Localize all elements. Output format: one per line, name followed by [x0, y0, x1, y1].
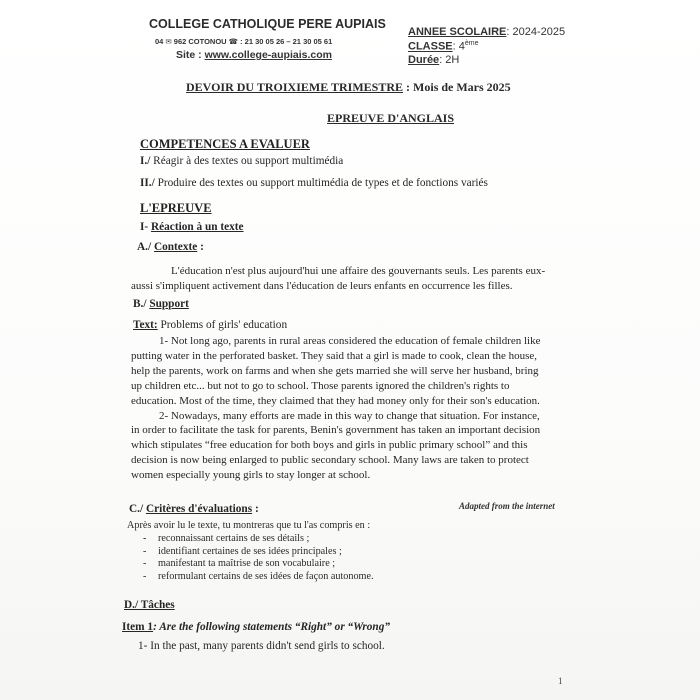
school-name: COLLEGE CATHOLIQUE PERE AUPIAIS: [149, 17, 386, 31]
classe-value: : 4: [452, 40, 465, 53]
devoir-label: DEVOIR DU TROIXIEME TRIMESTRE: [186, 80, 404, 94]
support-heading: [133, 298, 189, 310]
website-line: [176, 49, 332, 61]
contexte-heading: [137, 241, 204, 253]
classe-label: CLASSE: [408, 40, 453, 53]
contexte-title: Contexte: [153, 241, 198, 253]
criteres-list: [127, 520, 374, 584]
contexte-num: A./: [137, 241, 154, 253]
criteres-item: - reconnaissant certains de ses détails ;: [143, 532, 310, 544]
criteres-num: C./: [129, 503, 146, 515]
devoir-title: [186, 80, 511, 95]
site-label: Site :: [176, 49, 202, 61]
contexte-colon: :: [197, 241, 204, 253]
support-line: which stipulates “free education for both boys and girls in public primary school” and this: [131, 439, 528, 452]
criteres-colon: :: [252, 503, 259, 515]
taches-heading: D./ Tâches: [124, 599, 175, 611]
item-1-instruction-line: [122, 621, 390, 633]
criteres-heading: [129, 503, 259, 515]
page-number: 1: [558, 676, 563, 686]
competence-2-text: Produire des textes ou support multimédia de types et de fonctions variés: [154, 177, 488, 189]
section-1-num: I-: [140, 221, 151, 233]
duree-label: Durée: [408, 54, 440, 66]
school-year: [408, 26, 565, 38]
competence-2: [140, 177, 488, 189]
item-1-label: Item 1: [122, 621, 154, 633]
annee-value: : 2024-2025: [506, 26, 566, 38]
criteres-item: - reformulant certains de ses idées de façon autonome.: [143, 571, 374, 583]
item-1-statement: 1- In the past, many parents didn't send girls to school.: [138, 640, 385, 652]
contexte-line: L'éducation n'est plus aujourd'hui une affaire des gouvernants seuls. Les parents eux-: [171, 265, 546, 277]
support-line: up children etc... but not to go to school. Those parents ignored the children's rights to: [131, 379, 510, 392]
competence-1: [140, 155, 343, 167]
criteres-title: Critères d'évaluations: [145, 503, 253, 515]
text-title: Problems of girls' education: [157, 319, 288, 331]
support-title: Support: [149, 298, 189, 310]
contexte-paragraph: [131, 264, 545, 294]
section-1-heading: [140, 221, 244, 233]
support-line: 2- Nowadays, many efforts are made in this way to change that situation. For instance,: [159, 409, 540, 422]
competence-2-num: II./: [140, 177, 155, 189]
source-note: Adapted from the internet: [459, 501, 555, 511]
devoir-month: : Mois de Mars 2025: [403, 80, 511, 94]
section-1-title: Réaction à un texte: [150, 221, 244, 233]
class-line: [408, 40, 478, 53]
support-line: putting water in the perforated basket. They said that a girl is made to cook, clean the house,: [131, 349, 538, 362]
classe-sup: ème: [464, 40, 479, 47]
competence-1-text: Réagir à des textes ou support multimédia: [150, 155, 344, 167]
annee-label: ANNEE SCOLAIRE: [408, 26, 507, 38]
epreuve-heading: L'EPREUVE: [140, 201, 212, 215]
text-label: Text:: [133, 319, 158, 331]
criteres-item: - manifestant ta maîtrise de son vocabulaire ;: [143, 558, 336, 570]
site-url: www.college-aupiais.com: [204, 49, 332, 61]
support-line: 1- Not long ago, parents in rural areas considered the education of female children like: [159, 335, 541, 347]
support-line: in order to facilitate the task for parents, Benin's government has taken an important decision: [131, 424, 541, 437]
text-title-line: [133, 319, 287, 331]
support-num: B./: [133, 298, 150, 310]
epreuve-title: EPREUVE D'ANGLAIS: [327, 111, 455, 125]
support-line: education. Most of the time, they claimed that they had money only for their son's education.: [131, 394, 540, 407]
support-line: help the parents, work on farms and when she gets married she will serve her husband, bring: [131, 364, 539, 377]
contact-line: 04 ✉ 962 COTONOU ☎ : 21 30 05 26 – 21 30 05 61: [155, 37, 333, 46]
criteres-intro: Après avoir lu le texte, tu montreras que tu l'as compris en :: [127, 520, 371, 531]
support-text: [131, 334, 541, 483]
duree-value: : 2H: [439, 54, 460, 66]
competence-1-num: I./: [140, 155, 151, 167]
support-line: women especially young girls to stay longer at school.: [131, 469, 371, 482]
item-1-instruction: : Are the following statements “Right” or “Wrong”: [153, 621, 391, 633]
contexte-line: aussi s'impliquent activement dans l'éducation de leurs enfants en occurrence les filles.: [131, 279, 513, 292]
criteres-item: - identifiant certaines de ses idées principales ;: [143, 545, 342, 557]
competences-heading: COMPETENCES A EVALUER: [140, 137, 310, 151]
support-line: decision is now being enlarged to public secondary school. Many laws are taken to protect: [131, 454, 529, 467]
duration-line: [408, 54, 459, 66]
